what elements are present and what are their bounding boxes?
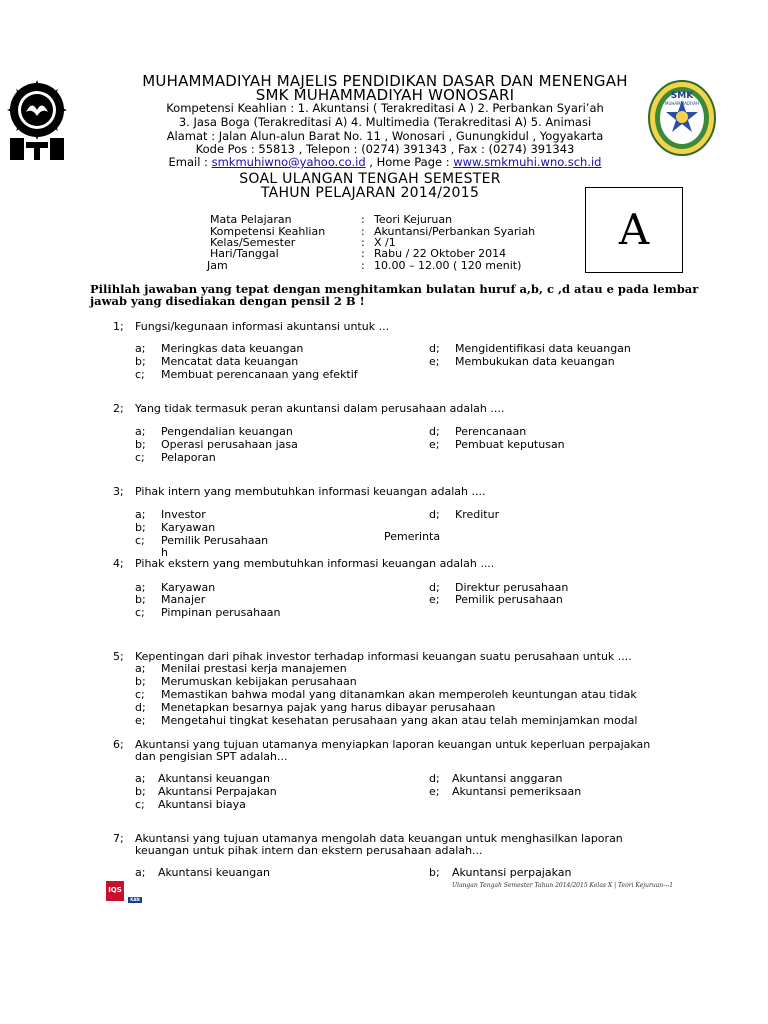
info-label: Kompetensi Keahlian bbox=[210, 225, 326, 238]
option-text: Akuntansi keuangan bbox=[158, 772, 270, 785]
option-letter: d; bbox=[429, 342, 440, 355]
option-text: Pimpinan perusahaan bbox=[161, 606, 281, 619]
option-letter: d; bbox=[135, 701, 146, 714]
info-value: X /1 bbox=[374, 236, 396, 249]
info-sep: : bbox=[361, 247, 365, 260]
option-letter: a; bbox=[135, 662, 146, 675]
question-number: 1; bbox=[113, 320, 124, 333]
question-text: Pihak intern yang membutuhkan informasi keuangan adalah .... bbox=[135, 485, 486, 498]
option-text: Operasi perusahaan jasa bbox=[161, 438, 298, 451]
option-text: Pemilik Perusahaan bbox=[161, 534, 269, 547]
info-value: 10.00 – 12.00 ( 120 menit) bbox=[374, 259, 522, 272]
option-text: Pemilik perusahaan bbox=[455, 593, 563, 606]
question-text: Kepentingan dari pihak investor terhadap informasi keuangan suatu perusahaan untuk .... bbox=[135, 650, 632, 663]
question-text: Pihak ekstern yang membutuhkan informasi keuangan adalah .... bbox=[135, 557, 495, 570]
option-letter: d; bbox=[429, 772, 440, 785]
email-label: Email : bbox=[168, 155, 212, 169]
option-letter: d; bbox=[429, 581, 440, 594]
option-text: Manajer bbox=[161, 593, 206, 606]
option-letter: b; bbox=[429, 866, 440, 879]
option-text: Merumuskan kebijakan perusahaan bbox=[161, 675, 357, 688]
header-line5: Alamat : Jalan Alun-alun Barat No. 11 , Wonosari , Gunungkidul , Yogyakarta bbox=[166, 129, 604, 143]
option-text: Karyawan bbox=[161, 521, 216, 534]
option-text: Kreditur bbox=[455, 508, 500, 521]
option-letter: b; bbox=[135, 593, 146, 606]
homepage-label: , Home Page : bbox=[365, 155, 454, 169]
option-text: Direktur perusahaan bbox=[455, 581, 569, 594]
option-letter: a; bbox=[135, 425, 146, 438]
question-number: 3; bbox=[113, 485, 124, 498]
option-text: Pemerinta bbox=[384, 530, 441, 543]
info-value: Akuntansi/Perbankan Syariah bbox=[374, 225, 536, 238]
option-text: Perencanaan bbox=[455, 425, 527, 438]
question-text: Yang tidak termasuk peran akuntansi dalam perusahaan adalah .... bbox=[135, 402, 505, 415]
header-line3: Kompetensi Keahlian : 1. Akuntansi ( Terakreditasi A ) 2. Perbankan Syari’ah bbox=[166, 101, 604, 115]
logo-subtext: MUHAMMADIYAH bbox=[665, 101, 699, 106]
option-text: Memastikan bahwa modal yang ditanamkan akan memperoleh keuntungan atau tidak bbox=[161, 688, 637, 701]
option-letter: b; bbox=[135, 355, 146, 368]
iqs-logo-text: IQS bbox=[108, 886, 122, 894]
info-sep: : bbox=[361, 259, 365, 272]
option-text: Karyawan bbox=[161, 581, 216, 594]
info-value: Teori Kejuruan bbox=[374, 213, 453, 226]
option-letter: b; bbox=[135, 675, 146, 688]
option-text: Investor bbox=[161, 508, 206, 521]
option-text: Akuntansi perpajakan bbox=[452, 866, 572, 879]
question-text: Akuntansi yang tujuan utamanya mengolah data keuangan untuk menghasilkan laporan bbox=[135, 832, 623, 845]
option-text: Mencatat data keuangan bbox=[161, 355, 299, 368]
header-line4: 3. Jasa Boga (Terakreditasi A) 4. Multimedia (Terakreditasi A) 5. Animasi bbox=[178, 115, 592, 129]
info-label: Hari/Tanggal bbox=[210, 247, 279, 260]
info-label: Mata Pelajaran bbox=[210, 213, 292, 226]
version-letter: A bbox=[618, 205, 650, 254]
option-letter: d; bbox=[429, 425, 440, 438]
option-letter: c; bbox=[135, 368, 145, 381]
option-letter: c; bbox=[135, 798, 145, 811]
option-letter: a; bbox=[135, 772, 146, 785]
option-letter: c; bbox=[135, 534, 145, 547]
option-text: Akuntansi biaya bbox=[158, 798, 246, 811]
option-letter: c; bbox=[135, 606, 145, 619]
logo-smk-text: SMK bbox=[670, 91, 694, 101]
option-letter: a; bbox=[135, 581, 146, 594]
version-box bbox=[585, 187, 683, 273]
option-text: Membuat perencanaan yang efektif bbox=[161, 368, 358, 381]
option-text: Menetapkan besarnya pajak yang harus dibayar perusahaan bbox=[161, 701, 496, 714]
option-letter: b; bbox=[135, 438, 146, 451]
exam-year: TAHUN PELAJARAN 2014/2015 bbox=[260, 185, 480, 201]
question-text: Akuntansi yang tujuan utamanya menyiapkan laporan keuangan untuk keperluan perpajakan bbox=[135, 738, 651, 751]
question-number: 5; bbox=[113, 650, 124, 663]
option-text: Akuntansi anggaran bbox=[452, 772, 563, 785]
email-link[interactable]: smkmuhiwno@yahoo.co.id bbox=[211, 155, 366, 169]
instruction-line2: jawab yang disediakan dengan pensil 2 B ! bbox=[90, 294, 365, 308]
option-text: Mengetahui tingkat kesehatan perusahaan yang akan atau telah meminjamkan modal bbox=[161, 714, 638, 727]
question-text: Fungsi/kegunaan informasi akuntansi untuk ... bbox=[135, 320, 390, 333]
header-contact bbox=[90, 155, 680, 169]
header-line6: Kode Pos : 55813 , Telepon : (0274) 391343 , Fax : (0274) 391343 bbox=[195, 142, 575, 156]
exam-title: SOAL ULANGAN TENGAH SEMESTER bbox=[239, 171, 501, 187]
info-label: Kelas/Semester bbox=[210, 236, 296, 249]
option-text: Pelaporan bbox=[161, 451, 216, 464]
question-text-cont: keuangan untuk pihak intern dan ekstern perusahaan adalah... bbox=[135, 844, 483, 857]
info-sep: : bbox=[361, 225, 365, 238]
question-number: 2; bbox=[113, 402, 124, 415]
homepage-link[interactable]: www.smkmuhi.wno.sch.id bbox=[453, 155, 602, 169]
option-text: Pengendalian keuangan bbox=[161, 425, 293, 438]
option-letter: a; bbox=[135, 342, 146, 355]
option-text: Membukukan data keuangan bbox=[455, 355, 615, 368]
option-text: Akuntansi keuangan bbox=[158, 866, 270, 879]
instruction-line1: Pilihlah jawaban yang tepat dengan menghitamkan bulatan huruf a,b, c ,d atau e pada lembar bbox=[90, 282, 699, 296]
info-value: Rabu / 22 Oktober 2014 bbox=[374, 247, 507, 260]
option-letter: a; bbox=[135, 866, 146, 879]
option-text: Pembuat keputusan bbox=[455, 438, 565, 451]
option-letter: b; bbox=[135, 521, 146, 534]
option-letter: e; bbox=[429, 593, 440, 606]
option-letter: e; bbox=[429, 355, 440, 368]
option-letter: c; bbox=[135, 451, 145, 464]
option-text: Mengidentifikasi data keuangan bbox=[455, 342, 631, 355]
page-footer: Ulangan Tengah Semester Tahun 2014/2015 Kelas X | Teori Kejuruan---1 bbox=[452, 882, 674, 889]
option-text: Meringkas data keuangan bbox=[161, 342, 304, 355]
option-text: Menilai prestasi kerja manajemen bbox=[161, 662, 347, 675]
header-line2: SMK MUHAMMADIYAH WONOSARI bbox=[255, 86, 515, 104]
option-text-wrap: h bbox=[161, 546, 168, 559]
info-sep: : bbox=[361, 213, 365, 226]
option-letter: e; bbox=[429, 785, 440, 798]
info-sep: : bbox=[361, 236, 365, 249]
option-text: Akuntansi pemeriksaan bbox=[452, 785, 582, 798]
option-letter: b; bbox=[135, 785, 146, 798]
question-text-cont: dan pengisian SPT adalah... bbox=[135, 750, 288, 763]
info-label: Jam bbox=[207, 259, 228, 272]
question-number: 4; bbox=[113, 557, 124, 570]
question-number: 7; bbox=[113, 832, 124, 845]
option-letter: a; bbox=[135, 508, 146, 521]
option-letter: c; bbox=[135, 688, 145, 701]
header-line1: MUHAMMADIYAH MAJELIS PENDIDIKAN DASAR DAN MENENGAH bbox=[142, 72, 628, 90]
option-letter: e; bbox=[135, 714, 146, 727]
option-letter: d; bbox=[429, 508, 440, 521]
option-letter: e; bbox=[429, 438, 440, 451]
kan-logo-text: KAN bbox=[130, 897, 140, 902]
muhammadiyah-logo bbox=[4, 80, 70, 164]
option-text: Akuntansi Perpajakan bbox=[158, 785, 277, 798]
question-number: 6; bbox=[113, 738, 124, 751]
